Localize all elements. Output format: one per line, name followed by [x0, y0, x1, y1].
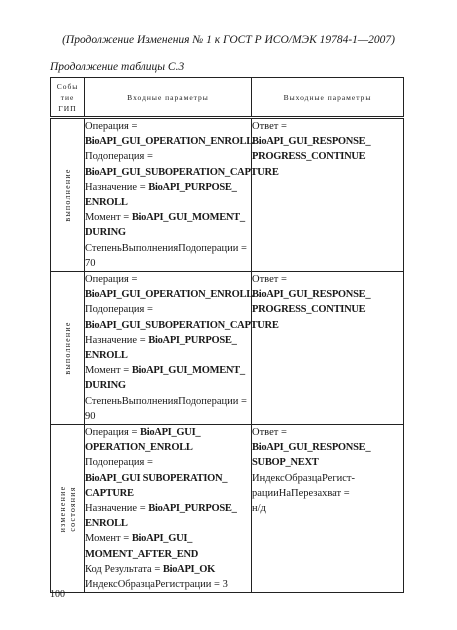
cell-line: SUBOP_NEXT: [252, 457, 319, 469]
cell-line: 70: [85, 257, 96, 269]
cell-line: Операция = BioAPI_GUI_: [85, 427, 201, 439]
cell-line: BioAPI_GUI_RESPONSE_: [252, 289, 371, 301]
cell-line: BioAPI_GUI_SUBOPERATION_CAPTURE: [85, 319, 279, 331]
cell-line: СтепеньВыполненияПодоперации =: [85, 395, 247, 407]
event-cell: [51, 118, 85, 272]
cell-line: BioAPI_GUI_SUBOPERATION_CAPTURE: [85, 166, 279, 178]
output-params-cell: [252, 272, 404, 425]
column-header-event: [51, 78, 85, 118]
cell-line: Ответ =: [252, 427, 287, 439]
event-label: выполнение: [62, 168, 72, 222]
cell-line: DURING: [85, 380, 126, 392]
cell-line: MOMENT_AFTER_END: [85, 548, 199, 560]
event-label: выполнение: [62, 321, 72, 375]
input-params-cell: [85, 425, 252, 593]
parameters-table: [50, 77, 404, 593]
cell-line: Назначение = BioAPI_PURPOSE_: [85, 503, 237, 515]
table-row: [51, 425, 404, 593]
output-params-cell: [252, 425, 404, 593]
cell-line: Код Результата = BioAPI_OK: [85, 563, 216, 575]
cell-line: BioAPI_GUI_RESPONSE_: [252, 136, 371, 148]
cell-line: CAPTURE: [85, 487, 134, 499]
cell-line: Момент = BioAPI_GUI_MOMENT_: [85, 212, 245, 224]
cell-line: Подоперация =: [85, 151, 153, 163]
column-header-event-word: тие: [60, 92, 75, 102]
cell-line: Ответ =: [252, 274, 287, 286]
cell-line: Назначение = BioAPI_PURPOSE_: [85, 334, 237, 346]
cell-line: ENROLL: [85, 197, 128, 209]
cell-line: BioAPI_GUI SUBOPERATION_: [85, 472, 228, 484]
event-cell: [51, 272, 85, 425]
cell-line: BioAPI_GUI_OPERATION_ENROLL: [85, 136, 253, 148]
cell-line: Подоперация =: [85, 304, 153, 316]
page-number: 100: [50, 589, 65, 600]
cell-line: рацииНаПерезахват =: [252, 487, 350, 499]
cell-line: СтепеньВыполненияПодоперации =: [85, 242, 247, 254]
cell-line: Операция =: [85, 274, 138, 286]
cell-line: Момент = BioAPI_GUI_: [85, 533, 193, 545]
column-header-event-label: [51, 81, 84, 114]
cell-line: Момент = BioAPI_GUI_MOMENT_: [85, 365, 245, 377]
cell-line: Подоперация =: [85, 457, 153, 469]
column-header-event-word: Собы: [56, 81, 79, 91]
cell-line: PROGRESS_CONTINUE: [252, 304, 366, 316]
cell-line: Операция =: [85, 121, 138, 132]
running-title: (Продолжение Изменения № 1 к ГОСТ Р ИСО/МЭК 19784-1—2007): [62, 34, 395, 46]
cell-line: ИндексОбразцаРегистрации = 3: [85, 579, 228, 591]
column-header-output: Выходные параметры: [252, 78, 404, 118]
cell-line: PROGRESS_CONTINUE: [252, 151, 366, 163]
cell-line: ENROLL: [85, 518, 128, 530]
event-label: изменение состояния: [57, 485, 77, 533]
table-row: [51, 118, 404, 272]
output-params-cell: [252, 118, 404, 272]
cell-line: ENROLL: [85, 350, 128, 362]
cell-line: ИндексОбразцаРегист-: [252, 472, 356, 484]
cell-line: BioAPI_GUI_OPERATION_ENROLL: [85, 289, 253, 301]
cell-line: Ответ =: [252, 121, 287, 132]
cell-line: н/д: [252, 503, 266, 515]
column-header-input: Входные параметры: [85, 78, 252, 118]
event-cell: [51, 425, 85, 593]
cell-line: BioAPI_GUI_RESPONSE_: [252, 442, 371, 454]
cell-line: OPERATION_ENROLL: [85, 442, 193, 454]
cell-line: 90: [85, 410, 96, 422]
cell-line: DURING: [85, 227, 126, 239]
table-caption: Продолжение таблицы С.3: [50, 61, 185, 73]
table-header-row: [51, 78, 404, 118]
table-row: [51, 272, 404, 425]
cell-line: Назначение = BioAPI_PURPOSE_: [85, 181, 237, 193]
column-header-event-word: ГИП: [58, 103, 77, 113]
